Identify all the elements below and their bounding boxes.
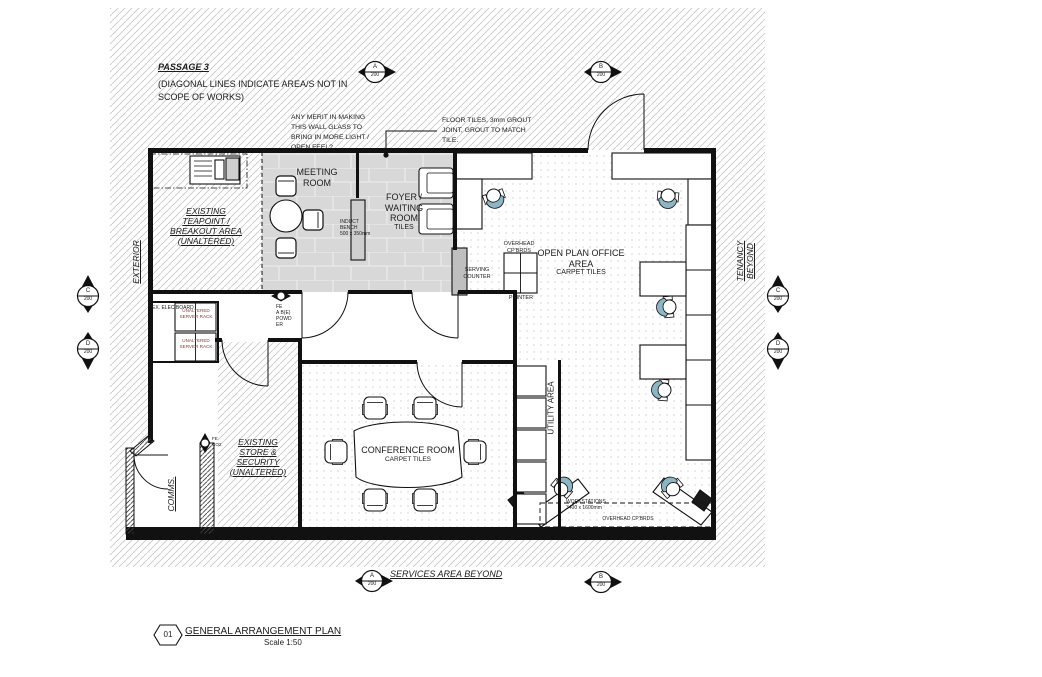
- marker-b-top-letter: B: [598, 64, 604, 70]
- marker-a-top-number: 200: [370, 72, 380, 78]
- note-floor-tiles: FLOOR TILES, 3mm GROUT JOINT, GROUT TO MATCH TILE.: [442, 117, 532, 144]
- marker-c-right-number: 200: [773, 296, 783, 302]
- label-server-rack-2: UNALTERED SERVER RACK: [179, 338, 213, 349]
- label-ex-elec-board: EX. ELEC BOARD: [152, 305, 194, 311]
- room-label-foyer: FOYER / WAITING ROOM TILES: [384, 192, 424, 231]
- label-serving-counter: SERVING COUNTER: [463, 267, 491, 280]
- drawing-scale: Scale 1:50: [264, 638, 302, 647]
- note-scope-line-2: SCOPE OF WORKS): [158, 92, 245, 102]
- waiting-armchair: [419, 204, 453, 234]
- label-workstations: WORKSTATIONS 3400 x 1600mm: [566, 499, 606, 512]
- marker-c-right-letter: C: [775, 288, 781, 294]
- meeting-chair: [276, 238, 296, 258]
- label-passage-title: PASSAGE 3: [158, 62, 209, 72]
- meeting-table: [270, 200, 302, 232]
- marker-d-right-number: 200: [773, 349, 783, 355]
- room-label-exterior: EXTERIOR: [130, 240, 141, 284]
- label-fe-powder: FE A B(E) POWD ER: [276, 304, 292, 329]
- marker-a-bottom-number: 200: [367, 581, 377, 587]
- label-fe-co2: FE CO2: [212, 436, 222, 447]
- store-floor: [218, 342, 300, 527]
- marker-d-right-letter: D: [775, 341, 781, 347]
- conference-chair: [363, 489, 388, 511]
- room-label-meeting: MEETING ROOM: [296, 167, 338, 188]
- conference-chair: [325, 440, 347, 465]
- meeting-chair: [276, 176, 296, 196]
- printer-unit: [504, 253, 537, 293]
- marker-c-left-letter: C: [85, 288, 91, 294]
- room-label-utility: UTILITY AREA: [546, 381, 556, 435]
- utility-shelving: [516, 366, 546, 524]
- drawing-title: GENERAL ARRANGEMENT PLAN: [185, 626, 342, 637]
- teapoint-counter: [190, 156, 240, 184]
- marker-c-left-number: 200: [83, 296, 93, 302]
- detail-number: 01: [163, 630, 173, 639]
- room-label-conference: CONFERENCE ROOM CARPET TILES: [361, 445, 455, 463]
- waiting-armchair: [419, 168, 453, 198]
- label-server-rack-1: UNALTERED SERVER RACK: [179, 308, 213, 319]
- label-overhead-cupboards: OVERHEAD CP'BRDS: [503, 241, 535, 254]
- label-induct-bench: INDUCT BENCH 500 x 350mm: [340, 219, 371, 238]
- marker-a-bottom-letter: A: [369, 573, 375, 579]
- room-label-comms: COMMS.: [165, 476, 176, 512]
- marker-d-left-letter: D: [85, 341, 91, 347]
- conference-chair: [413, 489, 438, 511]
- conference-chair: [464, 440, 486, 465]
- marker-a-top-letter: A: [372, 64, 378, 70]
- conference-chair: [363, 397, 388, 419]
- label-overhead-cupboards-2: OVERHEAD CP'BRDS: [602, 516, 654, 522]
- label-printer: PRINTER: [508, 295, 534, 301]
- room-label-teapoint: EXISTING TEAPOINT / BREAKOUT AREA (UNALTERED): [170, 206, 242, 247]
- note-scope-line-1: (DIAGONAL LINES INDICATE AREA/S NOT IN: [158, 79, 348, 89]
- meeting-chair: [303, 210, 323, 230]
- marker-b-bottom-number: 200: [596, 582, 606, 588]
- marker-b-bottom-letter: B: [598, 574, 604, 580]
- marker-b-top-number: 200: [596, 72, 606, 78]
- conference-chair: [413, 397, 438, 419]
- room-label-store: EXISTING STORE & SECURITY (UNALTERED): [229, 437, 287, 478]
- room-label-open-plan: OPEN PLAN OFFICE AREA CARPET TILES: [537, 248, 625, 277]
- label-services-beyond: SERVICES AREA BEYOND: [390, 569, 503, 579]
- note-glass-wall: ANY MERIT IN MAKING THIS WALL GLASS TO BRING IN MORE LIGHT / OPEN FEEL?: [291, 114, 370, 151]
- room-label-tenancy: TENANCY BEYOND: [734, 240, 755, 282]
- marker-d-left-number: 200: [83, 349, 93, 355]
